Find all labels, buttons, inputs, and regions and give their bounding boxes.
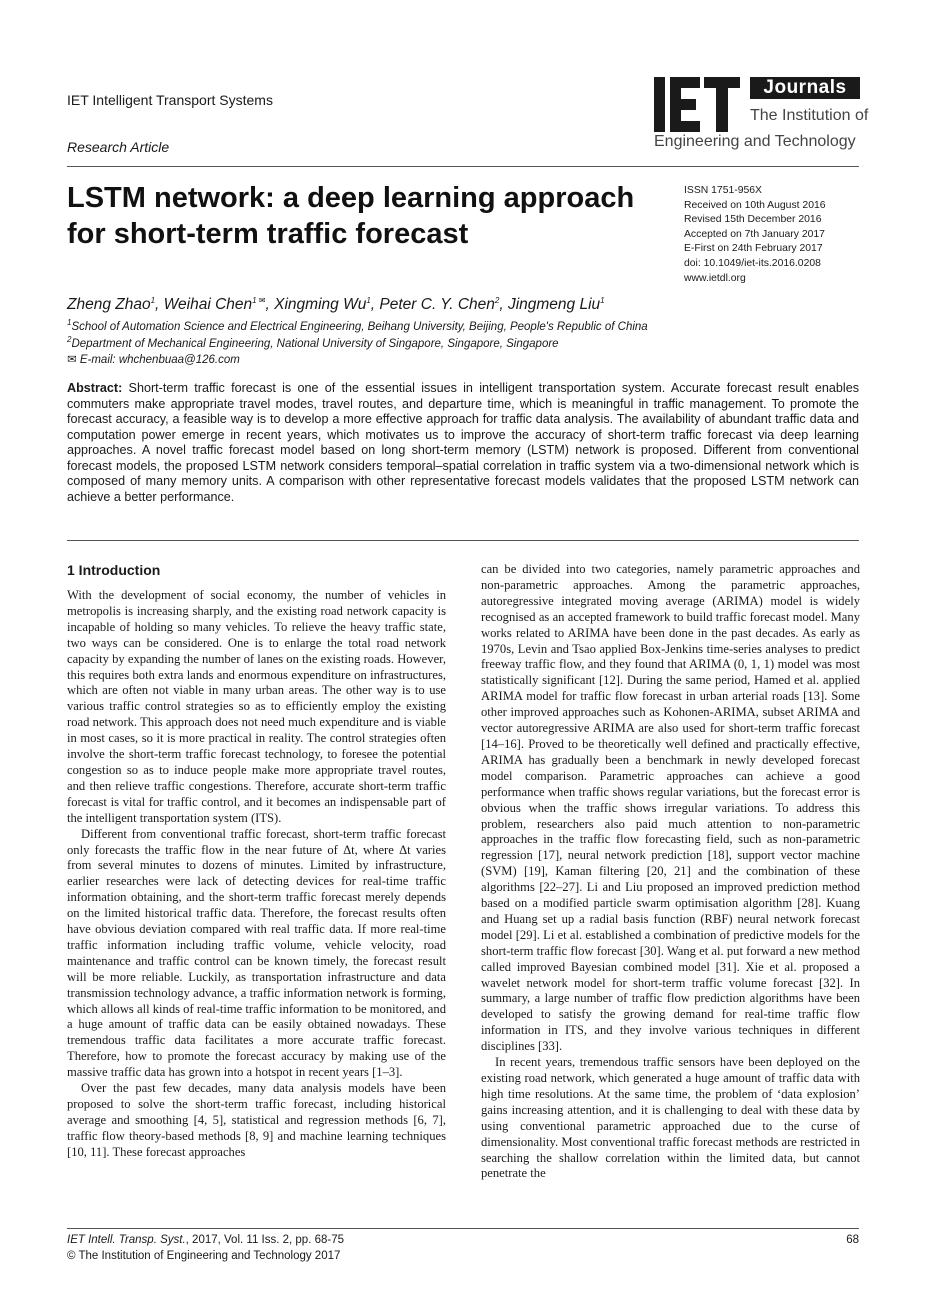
abstract-text: Short-term traffic forecast is one of the essential issues in intelligent transportation system. Accurate forecast result enables commuters make appropriate travel modes, travel routes, and departure time, which is meaningful in traffic management. To promote the forecast accuracy, a feasible way is to develop a more effective approach for traffic data analysis. The availability of abundant traffic data and computation power emerge in recent years, which motivates us to improve the accuracy of short-term traffic forecast via deep learning approaches. A novel traffic forecast model based on long short-term memory (LSTM) network is proposed. Different from conventional forecast models, the proposed LSTM network considers temporal–spatial correlation in traffic system via a two-dimensional network which is composed of many memory units. A comparison with other representative forecast models validates that the proposed LSTM network can achieve a better performance.	[67, 381, 859, 504]
paragraph: can be divided into two categories, namely parametric approaches and non-parametric approaches. Among the parametric approaches, autoregressive integrated moving average (ARIMA) model is widely recognised as an accepted framework to build traffic forecast model. Many works related to ARIMA have been done in the past decades. As early as 1970s, Levin and Tsao applied Box-Jenkins time-series analyses to predict freeway traffic flow, and they found that ARIMA (0, 1, 1) model was most statistically significant [12]. During the same period, Hamed et al. applied ARIMA model for traffic flow forecast in urban arterial roads [13]. Some other improved approaches such as Kohonen-ARIMA, subset ARIMA and vector autoregressive ARIMA are also used for short-term traffic forecast [14–16]. Proved to be theoretically well defined and practically effective, ARIMA has gradually been a benchmark in newly developed forecast model comparison. Parametric approaches can achieve a good performance when traffic shows regular variations, but the forecast error is obvious when the traffic shows irregular variations. To address this problem, researchers also paid much attention to non-parametric approaches in the traffic flow forecasting field, such as non-parametric regression [17], neural network prediction [18], support vector machine (SVM) [19], Kaman filtering [20, 21] and the combination of these algorithms [22–27]. Li and Liu proposed an improved prediction method based on a modified particle swarm optimisation algorithm [28]. Kuang and Huang set up a radial basis function (RBF) neural network forecast model [29]. Li et al. established a combination of predictive models for the short-term traffic flow forecast [30]. Wang et al. put forward a new method called improved Bayesian combined model [31]. Xie et al. proposed a wavelet network model for short-term traffic volume forecast [32]. In summary, a large number of traffic flow prediction algorithms have been developed to satisfy the growing demand for real-time traffic flow information in ITS, and they involve various techniques in different disciplines [33].	[481, 562, 860, 1054]
received-date: Received on 10th August 2016	[684, 199, 826, 211]
footer-rule	[67, 1228, 859, 1229]
footer-citation: IET Intell. Transp. Syst., 2017, Vol. 11 Iss. 2, pp. 68-75	[67, 1234, 344, 1246]
abstract-rule	[67, 540, 859, 541]
issn: ISSN 1751-956X	[684, 185, 762, 196]
institution-line-2: Engineering and Technology	[654, 133, 856, 150]
author-affiliation-marker: 1	[600, 296, 605, 305]
author-name: Xingming Wu	[274, 296, 367, 314]
abstract-label: Abstract:	[67, 381, 123, 395]
left-column	[67, 562, 446, 1161]
efirst-date: E-First on 24th February 2017	[684, 243, 823, 255]
paragraph: With the development of social economy, the number of vehicles in metropolis is increasing sharply, and the existing road network capacity is incapable of holding so many vehicles. To relieve the heavy traffic state, two ways can be considered. One is to enlarge the total road network capacity by expanding the number of lanes on the existing roads. However, this requires both extra lands and enormous expenditure on infrastructures, which are often not viable in many urban areas. The other way is to use various traffic control strategies so as to efficiently employ the existing road network. This approach does not need much expenditure and is viable in most cases, so it is more practical in reality. The control strategies often involve the short-term traffic forecast technology, to foresee the potential congestion so as to induce people make more appropriate travel routes, and then relieve traffic congestions. Therefore, accurate short-term traffic forecast is vital for traffic control, and it becomes an indispensable part of the intelligent transportation system (ITS).	[67, 588, 446, 825]
author-affiliation-marker: 1 ✉	[252, 296, 266, 305]
author-affiliation-marker: 1	[366, 296, 371, 305]
author-name: Weihai Chen	[163, 296, 253, 314]
footer-copyright: © The Institution of Engineering and Technology 2017	[67, 1250, 341, 1262]
paragraph: Over the past few decades, many data analysis models have been proposed to solve the short-term traffic forecast, including historical average and smoothing [4, 5], statistical and regression methods [6, 7], traffic flow theory-based methods [8, 9] and machine learning techniques [10, 11]. These forecast approaches	[67, 1081, 446, 1159]
header-rule	[67, 166, 859, 167]
section-heading-introduction: 1 Introduction	[67, 562, 161, 578]
article-metadata	[684, 184, 826, 286]
accepted-date: Accepted on 7th January 2017	[684, 228, 825, 240]
article-title: LSTM network: a deep learning approach for short-term traffic forecast	[67, 182, 635, 250]
corresponding-email: ✉ E-mail: whchenbuaa@126.com	[67, 354, 240, 366]
doi[interactable]: doi: 10.1049/iet-its.2016.0208	[684, 257, 821, 269]
author-name: Zheng Zhao	[67, 296, 151, 314]
author-name: Peter C. Y. Chen	[379, 296, 495, 314]
author-affiliation-marker: 2	[494, 296, 500, 305]
paragraph: In recent years, tremendous traffic sensors have been deployed on the existing road network, which generated a huge amount of traffic data with high time resolutions. At the same time, the problem of ‘data explosion’ gains increasing attention, and it is challenging to deal with these data by using conventional parametric approached due to the curse of dimensionality. Most conventional traffic forecast methods are restricted in searching the shallow correlation within the limited data, but cannot penetrate the	[481, 1055, 860, 1181]
right-column	[481, 562, 860, 1182]
website-link[interactable]: www.ietdl.org	[684, 272, 746, 284]
institution-line-1: The Institution of	[750, 107, 869, 124]
abstract	[67, 381, 859, 505]
author-affiliation-marker: 1	[150, 296, 156, 305]
author-list: Zheng Zhao$^1$, Weihai Chen$^{1 ✉}$, Xingming Wu$^1$, Peter C. Y. Chen$^2$, Jingmeng Liu$^1$	[67, 296, 605, 314]
article-type: Research Article	[67, 139, 170, 155]
paragraph: Different from conventional traffic forecast, short-term traffic forecast only forecasts the traffic flow in the near future of Δt, where Δt varies from several minutes to dozens of minutes. Limited by infrastructure, earlier researches were lack of detecting devices for real-time traffic information obtaining, and the short-term traffic forecast merely depends on the limited historical traffic data. Therefore, the forecast results often have obvious deviation compared with real traffic data. If more real-time traffic information including traffic volume, vehicle velocity, road maintenance and traffic control can be known timely, the forecast result will be more reliable. Luckily, as transportation infrastructure and data transmission technology advance, a traffic information network is forming, which allows all kinds of real-time traffic information to be monitored, and a huge amount of traffic data can be easily obtained nowadays. These tremendous traffic data facilitates a more accurate traffic forecast. Therefore, how to promote the forecast accuracy by making use of the massive traffic data has grown into a hotspot in recent years [1–3].	[67, 826, 446, 1080]
page-number: 68	[846, 1234, 859, 1246]
revised-date: Revised 15th December 2016	[684, 214, 822, 226]
envelope-icon: ✉	[67, 354, 80, 366]
affiliation-1: $^1$School of Automation Science and Electrical Engineering, Beihang University, Beijing, People's Republic of China	[67, 318, 648, 333]
iet-logo-mark	[654, 77, 740, 132]
iet-logo	[654, 77, 869, 151]
journals-label: Journals	[750, 77, 860, 99]
affiliation-2: $^2$Department of Mechanical Engineering, National University of Singapore, Singapore, Singapore	[67, 335, 559, 350]
author-name: Jingmeng Liu	[507, 296, 601, 314]
journal-name: IET Intelligent Transport Systems	[67, 92, 273, 108]
